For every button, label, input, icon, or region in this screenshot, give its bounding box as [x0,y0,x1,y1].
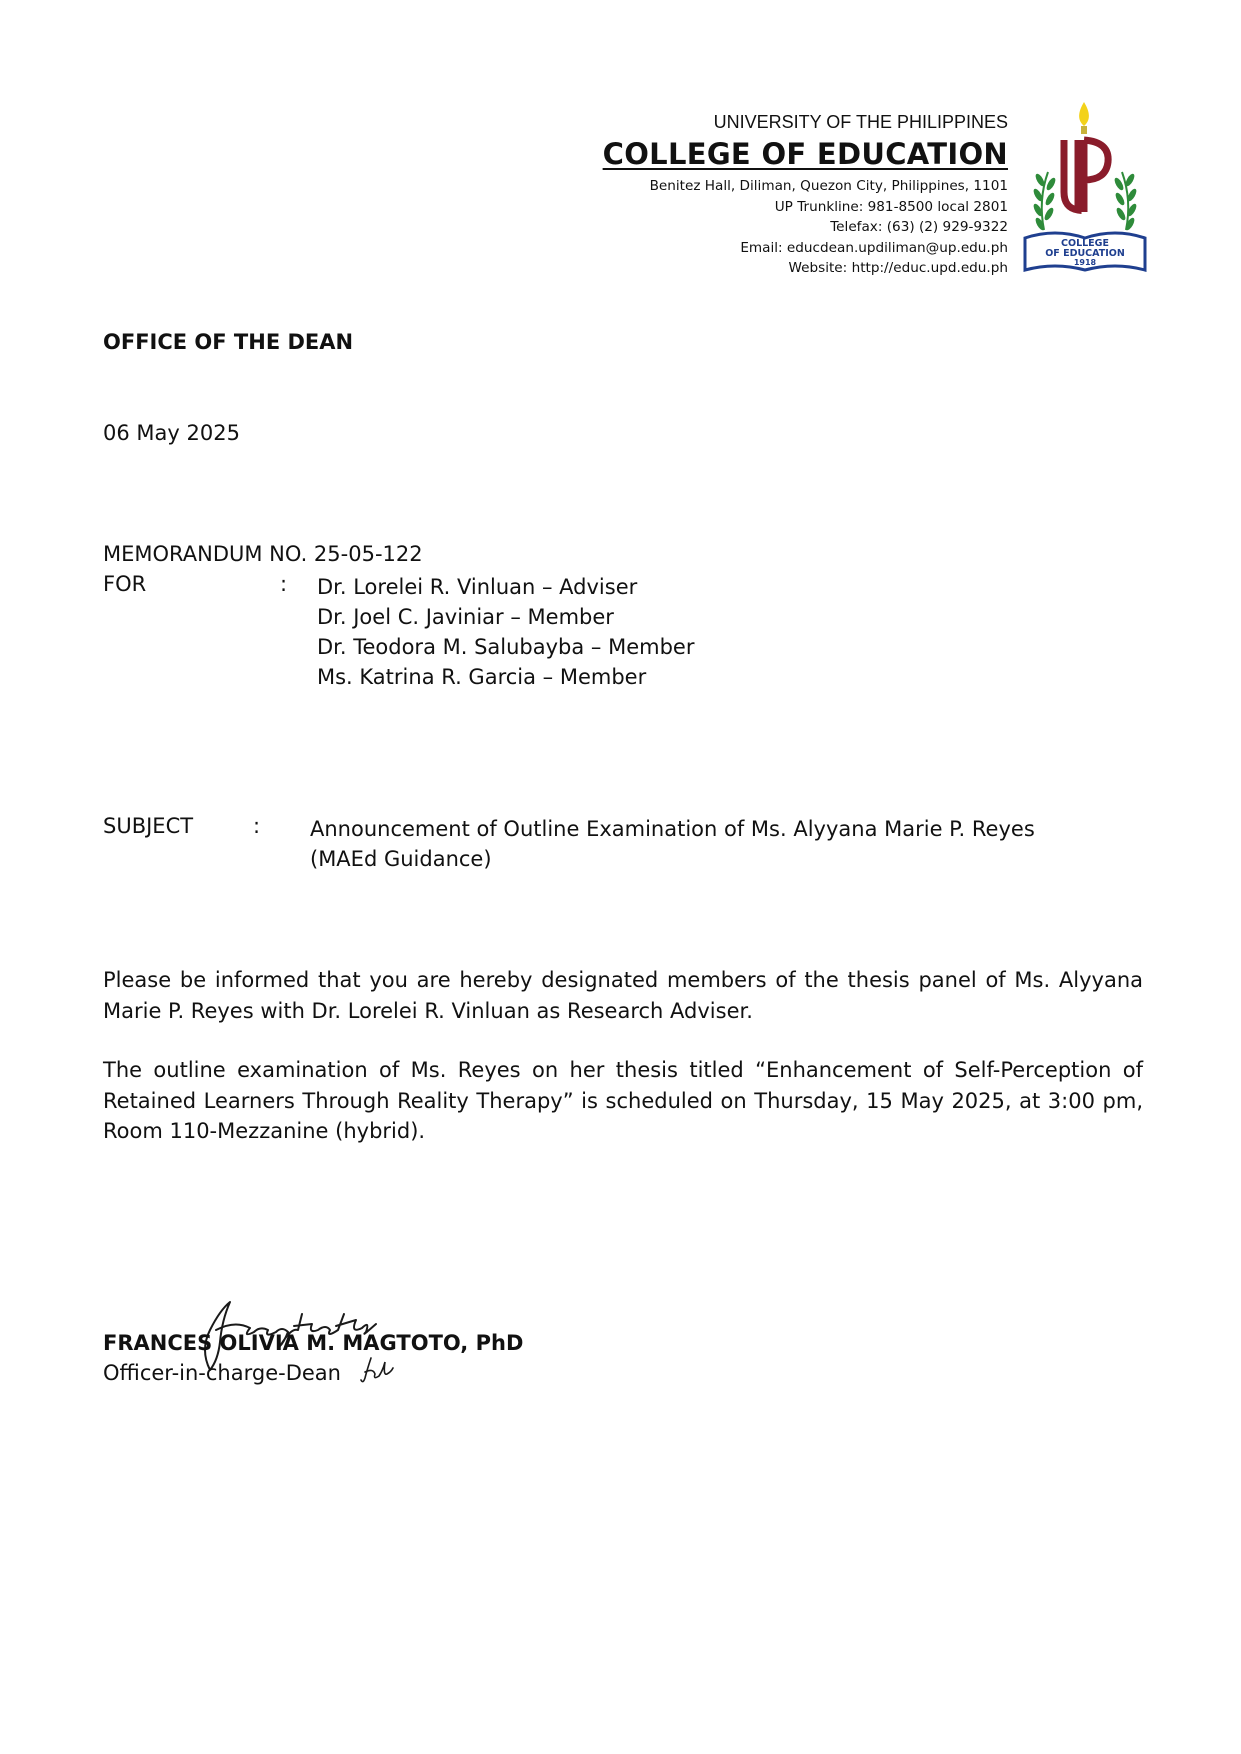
email-line: Email: educdean.updiliman@up.edu.ph [740,239,1008,256]
for-label: FOR [103,572,147,596]
memo-number: MEMORANDUM NO. 25-05-122 [103,542,423,566]
memo-date: 06 May 2025 [103,421,240,445]
letterhead [603,112,1008,279]
signatory-title: Officer-in-charge-Dean [103,1361,341,1385]
website-line: Website: http://educ.upd.edu.ph [788,260,1008,276]
laurel-left-icon [1032,172,1057,232]
letterhead-contact [603,176,1008,279]
handwritten-initial [357,1354,397,1386]
college-name: COLLEGE OF EDUCATION [602,137,1008,171]
laurel-right-icon [1113,172,1138,232]
body-paragraph: Please be informed that you are hereby designated members of the thesis panel of Ms. Alyyana Marie P. Reyes with Dr. Lorelei R. Vinluan as Research Adviser. [103,968,1143,1023]
recipient-member: Dr. Joel C. Javiniar – Member [317,605,614,629]
trunkline-line: UP Trunkline: 981-8500 local 2801 [774,198,1008,215]
subject-line: (MAEd Guidance) [310,847,492,871]
for-colon: : [280,572,288,596]
recipient-member: Dr. Teodora M. Salubayba – Member [317,635,695,659]
subject-label: SUBJECT [103,814,194,838]
logo-text-year: 1918 [1073,258,1097,267]
recipient-member: Ms. Katrina R. Garcia – Member [317,665,647,689]
signatory-name: FRANCES OLIVIA M. MAGTOTO, PhD [103,1331,524,1355]
subject-colon: : [253,814,261,838]
recipient-adviser: Dr. Lorelei R. Vinluan – Adviser [317,575,638,599]
letter-p-icon [1084,140,1108,212]
university-name: UNIVERSITY OF THE PHILIPPINES [713,112,1008,132]
body-paragraph: The outline examination of Ms. Reyes on her thesis titled “Enhancement of Self-Perception of Retained Learners Through Reality Therapy” is scheduled on Thursday, 15 May 2025, at 3:00 pm, Room 110-Mezzanine (hybrid). [103,1058,1143,1143]
recipient-list [317,572,694,692]
logo-text-education: OF EDUCATION [1045,248,1125,259]
letter-u-icon [1064,140,1078,210]
address-line: Benitez Hall, Diliman, Quezon City, Philippines, 1101 [649,178,1008,194]
college-of-education-logo [1020,100,1150,275]
telefax-line: Telefax: (63) (2) 929-9322 [830,219,1008,235]
office-heading: OFFICE OF THE DEAN [103,330,354,354]
flame-icon [1079,102,1089,126]
logo-text-college: COLLEGE [1061,238,1109,249]
subject-line: Announcement of Outline Examination of Ms. Alyyana Marie P. Reyes [310,817,1035,841]
candle-icon [1081,126,1087,134]
subject-text [310,814,1035,874]
